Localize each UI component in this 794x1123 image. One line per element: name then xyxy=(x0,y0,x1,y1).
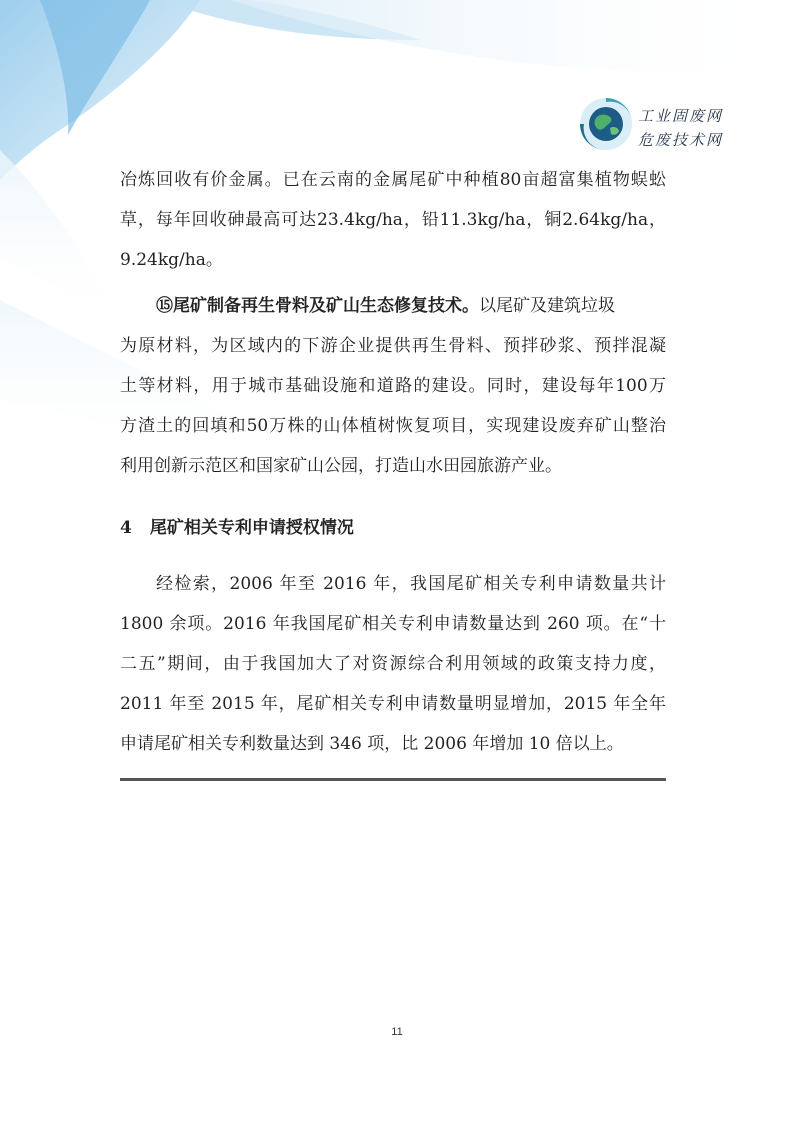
petal-left-soft xyxy=(0,150,120,330)
paragraph-line: 利用创新示范区和国家矿山公园，打造山水田园旅游产业。 xyxy=(120,456,562,476)
paragraph-line: 为原材料，为区域内的下游企业提供再生骨料、预拌砂浆、预拌混凝 xyxy=(120,336,666,356)
logo-text xyxy=(638,104,723,152)
section-title: 尾矿相关专利申请授权情况 xyxy=(149,518,354,538)
paragraph-line: 申请尾矿相关专利数量达到 346 项，比 2006 年增加 10 倍以上。 xyxy=(120,734,624,754)
paragraph-line: 2011 年至 2015 年，尾矿相关专利申请数量明显增加，2015 年全年 xyxy=(120,694,666,714)
section-heading xyxy=(120,510,354,546)
logo-line-2: 危废技术网 xyxy=(638,131,724,149)
paragraph-first-line xyxy=(120,286,666,326)
paragraph-line: 草，每年回收砷最高可达23.4kg/ha，铅11.3kg/ha，铜2.64kg/ha， xyxy=(120,210,666,230)
logo-line-1: 工业固废网 xyxy=(638,107,724,125)
section-number: 4 xyxy=(120,518,132,538)
petal-top-band xyxy=(230,0,794,72)
horizontal-rule xyxy=(120,778,666,781)
paragraph-line: 二五”期间，由于我国加大了对资源综合利用领域的政策支持力度， xyxy=(120,654,666,674)
item-15-text: 以尾矿及建筑垃圾 xyxy=(479,296,615,316)
paragraph-line: 方渣土的回填和50万株的山体植树恢复项目，实现建设废弃矿山整治 xyxy=(120,416,666,436)
paragraph-item-15 xyxy=(120,286,666,486)
item-15-title: ⑮尾矿制备再生骨料及矿山生态修复技术。 xyxy=(156,296,479,316)
paragraph-line: 冶炼回收有价金属。已在云南的金属尾矿中种植80亩超富集植物蜈蚣 xyxy=(120,170,666,190)
site-logo xyxy=(578,96,728,160)
paragraph-section-4 xyxy=(120,564,666,764)
page-number: 11 xyxy=(391,1026,403,1038)
paragraph-line: 土等材料，用于城市基础设施和道路的建设。同时，建设每年100万 xyxy=(120,376,666,396)
paragraph-continued xyxy=(120,160,666,280)
paragraph-line: 经检索，2006 年至 2016 年，我国尾矿相关专利申请数量共计 xyxy=(156,574,666,594)
globe-logo-icon xyxy=(578,96,634,152)
paragraph-line: 1800 余项。2016 年我国尾矿相关专利申请数量达到 260 项。在“十 xyxy=(120,614,666,634)
paragraph-line: 9.24kg/ha。 xyxy=(120,250,223,270)
